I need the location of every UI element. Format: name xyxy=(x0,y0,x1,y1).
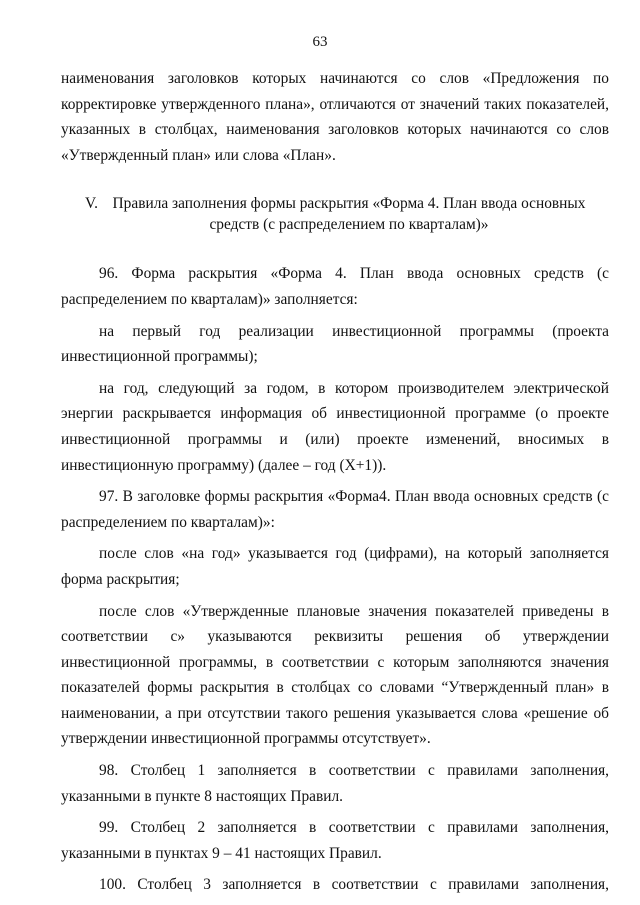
paragraph-first-year: на первый год реализации инвестиционной программы (проекта инвестиционной программы); xyxy=(61,322,609,366)
paragraph-100: 100. Столбец 3 заполняется в соответствии с правилами заполнения, xyxy=(99,876,609,894)
page-number: 63 xyxy=(312,34,328,50)
paragraph-97: 97. В заголовке формы раскрытия «Форма4. План ввода основных средств (с распределением по кварталам)»: xyxy=(61,488,609,531)
section-heading xyxy=(61,193,609,235)
paragraph-approved-values: после слов «Утвержденные плановые значения показателей приведены в соответствии с» указываются реквизиты решения об утверждении инвестиционной программы, в соответствии с которым заполняются значения показателей формы раскрытия в столбцах со словами “Утвержденный план» в наименовании, а при отсутствии такого решения указывается слова «решение об утверждении инвестиционной программы отсутствует». xyxy=(61,602,609,748)
paragraph-next-year: на год, следующий за годом, в котором производителем электрической энергии раскрывается информация об инвестиционной программе (о проекте инвестиционной программы и (или) проекте изменений, вносимых в инвестиционную программу) (далее – год (Х+1)). xyxy=(61,379,609,474)
paragraph-96: 96. Форма раскрытия «Форма 4. План ввода основных средств (с распределением по кварталам)» заполняется: xyxy=(61,265,609,308)
document-body xyxy=(61,66,609,898)
paragraph-99: 99. Столбец 2 заполняется в соответствии с правилами заполнения, указанными в пунктах 9 – 41 настоящих Правил. xyxy=(61,819,609,862)
intro-paragraph: наименования заголовков которых начинаются со слов «Предложения по корректировке утвержденного плана», отличаются от значений таких показателей, указанных в столбцах, наименования заголовков которых начинаются со слов «Утвержденный план» или слова «План». xyxy=(61,70,609,164)
paragraph-98: 98. Столбец 1 заполняется в соответствии с правилами заполнения, указанными в пункте 8 настоящих Правил. xyxy=(61,762,609,805)
paragraph-year-field: после слов «на год» указывается год (цифрами), на который заполняется форма раскрытия; xyxy=(61,545,609,588)
section-title: Правила заполнения формы раскрытия «Форма 4. План ввода основных средств (с распределением по кварталам)» xyxy=(112,195,586,234)
section-number: V. xyxy=(85,195,98,213)
